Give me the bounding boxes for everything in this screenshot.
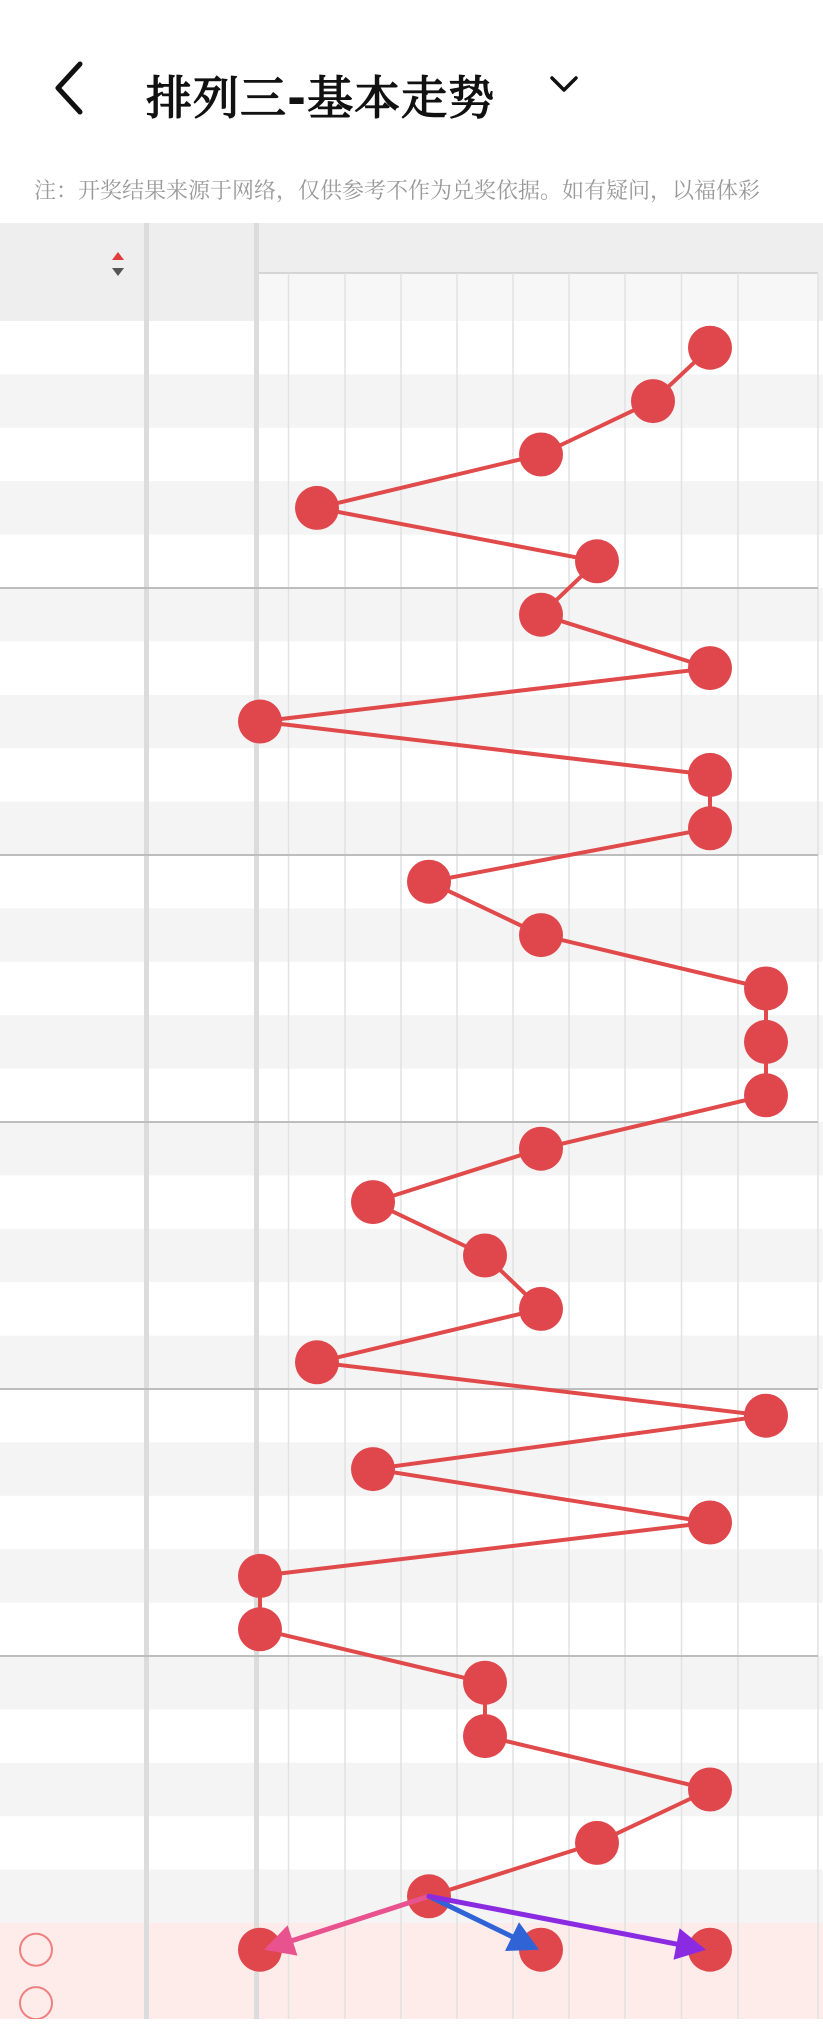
hit-ball — [688, 646, 732, 690]
table-row-stripe — [0, 374, 823, 427]
table-row-stripe — [0, 1229, 823, 1282]
hit-ball — [519, 1287, 563, 1331]
table-row-stripe — [0, 1122, 823, 1175]
hit-ball — [238, 1554, 282, 1598]
hit-ball — [351, 1447, 395, 1491]
hit-ball — [519, 433, 563, 477]
trend-table — [0, 223, 823, 2019]
hit-ball — [688, 326, 732, 370]
hit-ball — [575, 539, 619, 583]
hit-ball — [688, 1768, 732, 1812]
hit-ball — [238, 700, 282, 744]
table-row-stripe — [0, 588, 823, 641]
hit-ball — [238, 1607, 282, 1651]
chevron-down-icon[interactable] — [548, 72, 580, 96]
hit-ball — [295, 1340, 339, 1384]
disclaimer-notice: 注：开奖结果来源于网络，仅供参考不作为兑奖依据。如有疑问，以福体彩 — [34, 179, 761, 204]
hit-ball — [463, 1234, 507, 1278]
table-row-stripe — [0, 1336, 823, 1389]
hit-ball — [688, 1501, 732, 1545]
hit-ball — [463, 1661, 507, 1705]
page-title: 排列三-基本走势 — [146, 71, 496, 125]
hit-ball — [351, 1180, 395, 1224]
hit-ball — [519, 593, 563, 637]
hit-ball — [407, 860, 451, 904]
hit-ball — [744, 967, 788, 1011]
table-row-stripe — [0, 908, 823, 961]
app-header — [0, 0, 823, 160]
hit-ball — [575, 1821, 619, 1865]
hit-ball — [631, 379, 675, 423]
table-row-stripe — [0, 1015, 823, 1068]
hit-ball — [744, 1020, 788, 1064]
table-row-stripe — [0, 1442, 823, 1495]
hit-ball — [688, 806, 732, 850]
digit-header-bg — [258, 273, 818, 321]
hit-ball — [463, 1714, 507, 1758]
back-arrow-icon[interactable] — [50, 58, 90, 118]
hit-ball — [519, 913, 563, 957]
hit-ball — [688, 753, 732, 797]
trend-chart — [0, 223, 823, 2019]
hit-ball — [519, 1127, 563, 1171]
hit-ball — [295, 486, 339, 530]
hit-ball — [744, 1073, 788, 1117]
hit-ball — [744, 1394, 788, 1438]
